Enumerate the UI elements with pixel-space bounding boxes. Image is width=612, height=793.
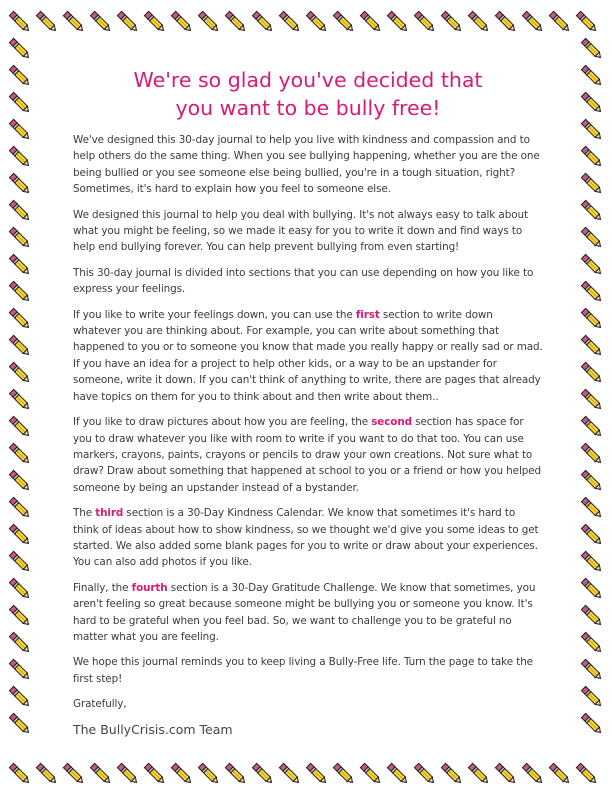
third-section-post: section is a 30-Day Kindness Calendar. We know that sometimes it's hard to think of ideas about how to show kindness, so we thought we'd give you some ideas to get started. We also added some blank pages for you to write or draw about your experiences. You can also add photos if you like.	[73, 507, 539, 569]
pencil-icon	[492, 8, 520, 36]
pencil-icon	[357, 8, 385, 36]
pencil-icon	[6, 332, 34, 360]
pencil-icon	[87, 8, 115, 36]
pencil-icon	[303, 760, 331, 788]
pencil-icon	[114, 8, 142, 36]
pencil-icon	[578, 305, 606, 333]
pencil-icon	[6, 683, 34, 711]
pencil-icon	[6, 440, 34, 468]
pencil-icon	[6, 629, 34, 657]
pencil-icon	[6, 386, 34, 414]
pencil-icon	[6, 224, 34, 252]
pencil-icon	[357, 760, 385, 788]
paragraph-closing-note: We hope this journal reminds you to keep living a Bully-Free life. Turn the page to take the first step!	[73, 656, 533, 685]
signature: The BullyCrisis.com Team	[73, 721, 233, 737]
pencil-icon	[578, 467, 606, 495]
pencil-icon	[6, 413, 34, 441]
paragraph-first-section	[73, 307, 543, 405]
pencil-icon	[6, 35, 34, 63]
pencil-icon	[330, 8, 358, 36]
pencil-icon	[6, 575, 34, 603]
pencil-icon	[578, 548, 606, 576]
pencil-icon	[438, 8, 466, 36]
pencil-icon	[578, 440, 606, 468]
pencil-icon	[222, 760, 250, 788]
pencil-icon	[492, 760, 520, 788]
pencil-icon	[578, 224, 606, 252]
pencil-icon	[384, 760, 412, 788]
third-section-pre: The	[73, 507, 96, 520]
second-section-pre: If you like to draw pictures about how you are feeling, the	[73, 416, 372, 429]
pencil-icon	[6, 548, 34, 576]
pencil-icon	[6, 251, 34, 279]
pencil-icon	[546, 760, 574, 788]
second-section-post: section has space for you to draw whatever you like with room to write if you want to do that too. You can use markers, crayons, paints, crayons or pencils to draw your own creations. Not sure what to draw? Draw about something that happened at school to you or a friend or how you helped someone by being an upstander instead of a bystander.	[73, 416, 542, 494]
pencil-icon	[6, 467, 34, 495]
first-section-post: section to write down whatever you are thinking about. For example, you can write about something that happened to you or to someone you know that made you really happy or really sad or mad. If you have an idea for a project to help other kids, or a way to be an upstander for someone, write it down. If you can't think of anything to write, there are pages that already have topics on them for you to think about and then write about them..	[73, 308, 543, 403]
pencil-icon	[578, 170, 606, 198]
pencil-icon	[578, 656, 606, 684]
page-title	[73, 66, 543, 122]
pencil-icon	[578, 278, 606, 306]
pencil-icon	[578, 494, 606, 522]
first-highlight: first	[355, 308, 380, 321]
pencil-icon	[168, 760, 196, 788]
pencil-icon	[438, 760, 466, 788]
pencil-icon	[6, 89, 34, 117]
pencil-icon	[276, 8, 304, 36]
pencil-icon	[87, 760, 115, 788]
pencil-icon	[578, 413, 606, 441]
second-highlight: second	[371, 416, 412, 429]
fourth-highlight: fourth	[131, 581, 168, 594]
paragraph-fourth-section	[73, 580, 543, 646]
paragraph-purpose: We designed this journal to help you deal with bullying. It's not always easy to talk about what you might be feeling, so we made it easy for you to write it down and find ways to help end bullying forever. You can help prevent bullying from even starting!	[73, 208, 528, 254]
paragraph-sections: This 30-day journal is divided into sections that you can use depending on how you like to express your feelings.	[73, 266, 534, 296]
fourth-section-post: section is a 30-Day Gratitude Challenge. We know that sometimes, you aren't feeling so great because someone might be bullying you or someone you know. It's hard to be grateful when you feel bad. So, we want to challenge you to be grateful no matter what you are feeling.	[73, 581, 536, 643]
paragraph-third-section	[73, 505, 543, 571]
pencil-icon	[578, 143, 606, 171]
pencil-icon	[33, 760, 61, 788]
pencil-icon	[578, 89, 606, 117]
pencil-icon	[578, 332, 606, 360]
third-highlight: third	[95, 507, 124, 520]
pencil-icon	[578, 251, 606, 279]
pencil-icon	[578, 521, 606, 549]
pencil-icon	[578, 629, 606, 657]
pencil-icon	[330, 760, 358, 788]
pencil-icon	[578, 575, 606, 603]
pencil-icon	[60, 8, 88, 36]
pencil-icon	[6, 521, 34, 549]
paragraph-intro: We've designed this 30-day journal to help you live with kindness and compassion and to help others do the same thing. When you see bullying happening, whether you are the one being bullied or you see someone else being bullied, you're in a tough situation, right? Sometimes, it's hard to explain how you feel to someone else.	[73, 134, 540, 196]
pencil-icon	[519, 760, 547, 788]
pencil-icon	[578, 710, 606, 738]
pencil-icon	[60, 760, 88, 788]
pencil-icon	[546, 8, 574, 36]
pencil-icon	[6, 305, 34, 333]
pencil-icon	[222, 8, 250, 36]
first-section-pre: If you like to write your feelings down, you can use the	[73, 308, 356, 321]
pencil-icon	[578, 359, 606, 387]
pencil-icon	[6, 143, 34, 171]
letter	[73, 66, 543, 737]
pencil-icon	[249, 8, 277, 36]
title-line-2: you want to be bully free!	[175, 96, 441, 120]
pencil-icon	[578, 116, 606, 144]
pencil-icon	[6, 656, 34, 684]
pencil-icon	[578, 197, 606, 225]
pencil-icon	[465, 760, 493, 788]
closing-salutation: Gratefully,	[73, 698, 127, 711]
pencil-icon	[6, 278, 34, 306]
pencil-icon	[141, 760, 169, 788]
pencil-icon	[578, 602, 606, 630]
pencil-icon	[519, 8, 547, 36]
pencil-icon	[114, 760, 142, 788]
pencil-icon	[6, 760, 34, 788]
pencil-icon	[303, 8, 331, 36]
pencil-icon	[6, 197, 34, 225]
paragraph-second-section	[73, 414, 543, 496]
pencil-icon	[384, 8, 412, 36]
pencil-icon	[578, 35, 606, 63]
pencil-icon	[411, 8, 439, 36]
pencil-icon	[33, 8, 61, 36]
pencil-icon	[168, 8, 196, 36]
pencil-icon	[195, 8, 223, 36]
pencil-icon	[578, 683, 606, 711]
pencil-icon	[249, 760, 277, 788]
pencil-icon	[6, 116, 34, 144]
pencil-icon	[578, 386, 606, 414]
pencil-icon	[411, 760, 439, 788]
pencil-icon	[573, 8, 601, 36]
pencil-icon	[276, 760, 304, 788]
pencil-icon	[6, 710, 34, 738]
fourth-section-pre: Finally, the	[73, 581, 132, 594]
pencil-icon	[195, 760, 223, 788]
pencil-icon	[6, 359, 34, 387]
pencil-icon	[465, 8, 493, 36]
pencil-icon	[578, 62, 606, 90]
pencil-icon	[6, 62, 34, 90]
pencil-icon	[6, 170, 34, 198]
pencil-icon	[6, 494, 34, 522]
title-line-1: We're so glad you've decided that	[133, 68, 483, 92]
pencil-icon	[6, 8, 34, 36]
pencil-icon	[573, 760, 601, 788]
pencil-icon	[6, 602, 34, 630]
pencil-icon	[141, 8, 169, 36]
